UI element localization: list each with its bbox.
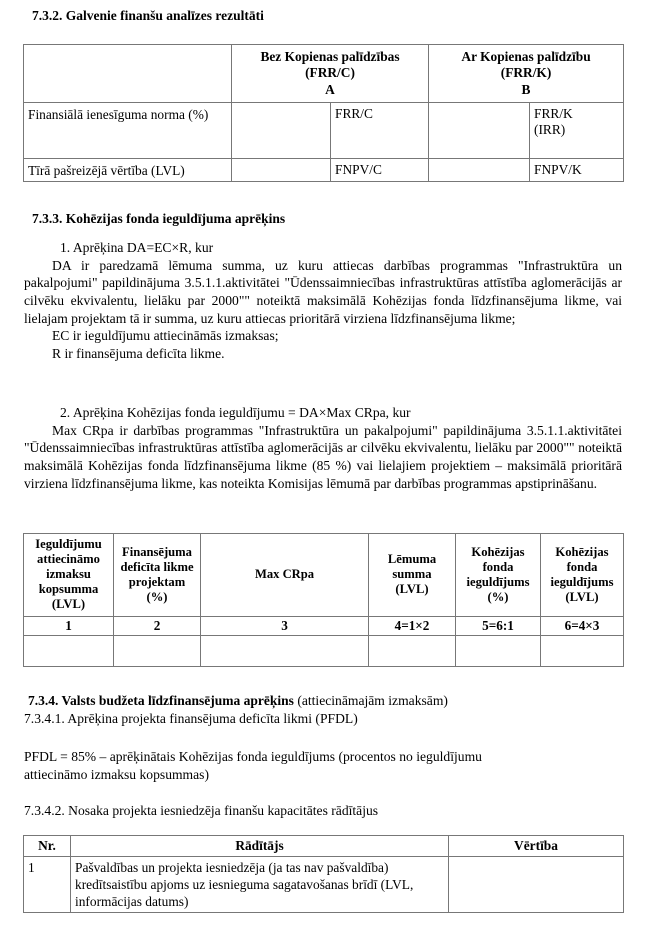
section-heading-7-3-3: 7.3.3. Kohēzijas fonda ieguldījuma aprēķins (32, 211, 286, 226)
row-frr-a-value-line1: FRR/C (335, 106, 373, 122)
crpa-cell-empty[interactable] (541, 635, 624, 666)
header-col-a-line3: A (325, 81, 335, 97)
crpa-num-5: 5=6:1 (456, 616, 541, 635)
row-fnpv-a-value: FNPV/C (331, 159, 429, 182)
crpa-cell-empty[interactable] (201, 635, 369, 666)
table-row-numbering (24, 616, 624, 635)
header-col-b (429, 45, 624, 103)
header-col-b-line3: B (521, 81, 531, 97)
indicators-header-value: Vērtība (449, 836, 624, 857)
section-heading-7-3-4-wrap (28, 692, 628, 710)
crpa-header-cf-contribution-lvl (541, 534, 624, 617)
hdr-line: (LVL) (51, 597, 86, 612)
paragraph-item1-da: DA ir paredzamā lēmuma summa, uz kuru attiecas darbības programmas "Infrastruktūra un pakalpojumi" papildinājuma 3.5.1.1.aktivitātei "Ūdenssaimniecības infrastruktūras attīstība aglomerācijās ar cilvēku ekvivalentu, lielāku par 2000"" noteiktā maksimālā Kohēzijas fonda līdzfinansējuma likme, vai lielajam projektam tā ir summa, uz kuru attiecas prioritārā virziena līdzfinansējuma likme; (24, 257, 622, 326)
hdr-line: (%) (487, 589, 509, 604)
pfdl-line-2: attiecināmo izmaksu kopsummas) (24, 766, 209, 782)
hdr-line: (%) (146, 589, 168, 604)
paragraph-item1-formula: 1. Aprēķina DA=EC×R, kur (60, 240, 214, 255)
hdr-line: fonda (482, 559, 514, 574)
indicators-table (23, 835, 624, 913)
hdr-line: izmaksu (46, 567, 91, 582)
header-col-a-line2: (FRR/C) (305, 65, 355, 81)
row-frr-b-value (530, 103, 624, 159)
line-7-3-4-2: 7.3.4.2. Nosaka projekta iesniedzēja finanšu kapacitātes rādītājus (24, 803, 379, 818)
indicators-cell-nr: 1 (24, 857, 71, 913)
paragraph-item1-ec: EC ir ieguldījumu attiecināmās izmaksas; (52, 328, 279, 344)
table-row-empty (24, 635, 624, 666)
line-7-3-4-1: 7.3.4.1. Aprēķina projekta finansējuma deficīta likmi (PFDL) (24, 711, 358, 726)
crpa-header-investment-costs (24, 534, 114, 617)
crpa-num-2: 2 (114, 616, 201, 635)
indicators-cell-indicator: Pašvaldības un projekta iesniedzēja (ja tas nav pašvaldība) kredītsaistību apjoms uz iesnieguma sagatavošanas brīdī (LVL, informācijas datums) (71, 857, 449, 913)
row-label-frr: Finansiālā ienesīguma norma (%) (24, 103, 232, 159)
row-frr-b-value-line1: FRR/K (534, 106, 573, 122)
section-heading-7-3-4: 7.3.4. Valsts budžeta līdzfinansējuma aprēķins (28, 693, 294, 708)
crpa-header-cf-contribution-pct (456, 534, 541, 617)
header-col-b-line2: (FRR/K) (500, 65, 552, 81)
hdr-line: (LVL) (565, 589, 599, 604)
section-heading-7-3-4-suffix: (attiecināmajām izmaksām) (293, 693, 448, 708)
table-row (24, 159, 624, 182)
crpa-header-decision-sum (369, 534, 456, 617)
table-header-row (24, 836, 624, 857)
row-fnpv-b-blank (429, 159, 530, 182)
hdr-line: Lēmuma (387, 552, 437, 567)
header-corner-cell (24, 45, 232, 103)
row-fnpv-a-blank (232, 159, 331, 182)
hdr-line: Finansējuma (122, 544, 192, 559)
paragraph-item1-r: R ir finansējuma deficīta likme. (52, 346, 225, 362)
pfdl-line-1: PFDL = 85% – aprēķinātais Kohēzijas fonda ieguldījums (procentos no ieguldījumu (24, 749, 482, 764)
header-col-b-line1: Ar Kopienas palīdzību (461, 49, 591, 64)
crpa-cell-empty[interactable] (24, 635, 114, 666)
crpa-num-1: 1 (24, 616, 114, 635)
crpa-cell-empty[interactable] (369, 635, 456, 666)
row-frr-b-blank (429, 103, 530, 159)
row-label-fnpv: Tīrā pašreizējā vērtība (LVL) (24, 159, 232, 182)
crpa-num-3: 3 (201, 616, 369, 635)
indicators-cell-value[interactable] (449, 857, 624, 913)
hdr-line: Max CRpa (254, 567, 315, 582)
crpa-header-deficit-rate (114, 534, 201, 617)
hdr-line: (LVL) (395, 582, 429, 597)
crpa-cell-empty[interactable] (114, 635, 201, 666)
indicators-header-indicator: Rādītājs (71, 836, 449, 857)
hdr-line: attiecināmo (37, 552, 100, 567)
hdr-line: Kohēzijas (471, 544, 525, 559)
header-col-a-line1: Bez Kopienas palīdzības (260, 49, 400, 64)
crpa-num-4: 4=1×2 (369, 616, 456, 635)
hdr-line: Kohēzijas (555, 544, 609, 559)
hdr-line: projektam (128, 574, 186, 589)
table-row (24, 103, 624, 159)
header-col-a (232, 45, 429, 103)
table-row (24, 857, 624, 913)
hdr-line: Ieguldījumu (35, 537, 102, 551)
crpa-num-6: 6=4×3 (541, 616, 624, 635)
paragraph-item2-formula: 2. Aprēķina Kohēzijas fonda ieguldījumu = DA×Max CRpa, kur (60, 405, 411, 420)
hdr-line: summa (392, 567, 432, 582)
hdr-line: kopsumma (38, 582, 99, 597)
hdr-line: fonda (566, 559, 598, 574)
row-frr-a-value (331, 103, 429, 159)
row-frr-b-value-line2: (IRR) (534, 122, 566, 138)
table-header-row (24, 45, 624, 103)
indicators-header-nr: Nr. (24, 836, 71, 857)
section-heading-7-3-2: 7.3.2. Galvenie finanšu analīzes rezultāti (32, 8, 264, 23)
hdr-line: ieguldījums (466, 574, 530, 589)
hdr-line: ieguldījums (550, 574, 614, 589)
crpa-cell-empty[interactable] (456, 635, 541, 666)
row-fnpv-b-value: FNPV/K (530, 159, 624, 182)
hdr-line: deficīta likme (120, 559, 194, 574)
row-frr-a-blank (232, 103, 331, 159)
financial-results-table (23, 44, 624, 182)
paragraph-item2-body: Max CRpa ir darbības programmas "Infrastruktūra un pakalpojumi" papildinājuma 3.5.1.1.aktivitātei "Ūdenssaimniecības infrastruktūras attīstība aglomerācijās ar cilvēku ekvivalentu, lielāku par 2000"" noteiktā maksimālā Kohēzijas fonda līdzfinansējuma likme (85 %) vai lielajiem projektiem – maksimālā prioritārā virziena līdzfinansējuma likme, kas noteikta Komisijas lēmumā par darbības programmas apstiprināšanu. (24, 422, 622, 491)
table-header-row (24, 534, 624, 617)
crpa-header-max-crpa (201, 534, 369, 617)
crpa-calculation-table (23, 533, 624, 667)
